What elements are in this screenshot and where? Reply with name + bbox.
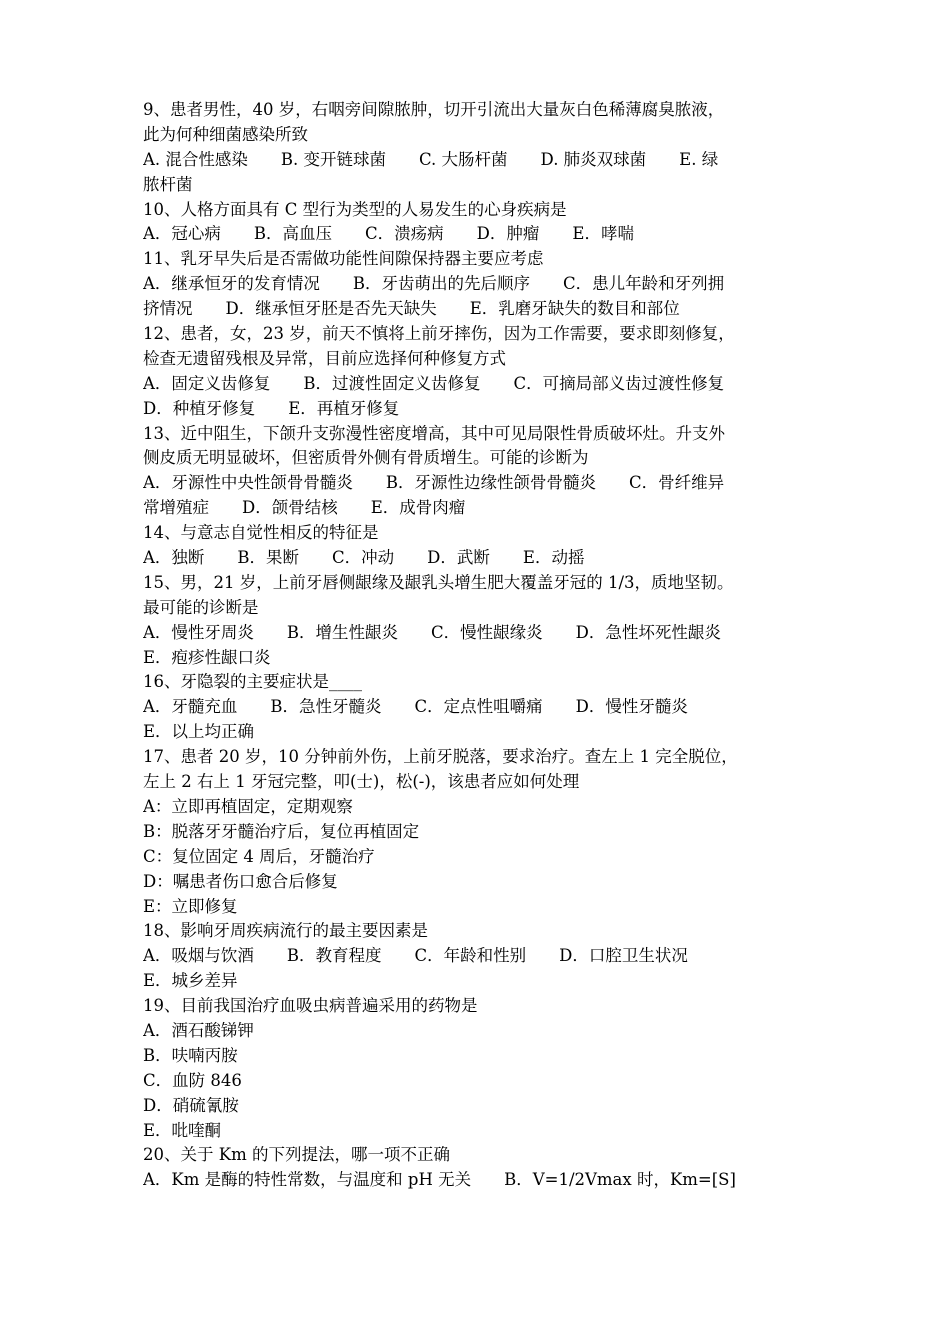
text-line: 13、近中阻生，下颌升支弥漫性密度增高，其中可见局限性骨质破坏灶。升支外 [143,423,725,443]
text-line: C．血防 846 [143,1070,242,1090]
text-line: 常增殖症 D．颌骨结核 E．成骨肉瘤 [143,498,466,518]
text-line: A．冠心病 B．高血压 C．溃疡病 D．肿瘤 E．哮喘 [143,224,634,244]
text-line: E．疱疹性龈口炎 [143,647,271,667]
text-line: A. 混合性感染 B. 变开链球菌 C. 大肠杆菌 D. 肺炎双球菌 E. 绿 [143,149,719,169]
text-line: A．Km 是酶的特性常数，与温度和 pH 无关 B．V=1/2Vmax 时，Km=[S] [143,1170,736,1190]
text-line: 19、目前我国治疗血吸虫病普遍采用的药物是 [143,996,478,1016]
text-line: 14、与意志自觉性相反的特征是 [143,523,379,543]
text-line: A．慢性牙周炎 B．增生性龈炎 C．慢性龈缘炎 D．急性坏死性龈炎 [143,622,721,642]
text-line: E．吡喹酮 [143,1120,222,1140]
text-line: 11、乳牙早失后是否需做功能性间隙保持器主要应考虑 [143,249,544,269]
exam-questions-text [143,98,813,1193]
text-line: B：脱落牙牙髓治疗后，复位再植固定 [143,821,420,841]
text-line: A．吸烟与饮酒 B．教育程度 C．年龄和性别 D．口腔卫生状况 [143,946,688,966]
text-line: 17、患者 20 岁，10 分钟前外伤，上前牙脱落，要求治疗。查左上 1 完全脱位， [143,747,738,767]
text-line: D：嘱患者伤口愈合后修复 [143,871,338,891]
text-line: 最可能的诊断是 [143,597,259,617]
text-line: 9、患者男性，40 岁，右咽旁间隙脓肿，切开引流出大量灰白色稀薄腐臭脓液， [143,100,725,119]
text-line: 16、牙隐裂的主要症状是____ [143,672,362,692]
text-line: B．呋喃丙胺 [143,1045,238,1065]
text-line: 12、患者，女，23 岁，前天不慎将上前牙摔伤，因为工作需要，要求即刻修复， [143,324,735,344]
text-line: E．城乡差异 [143,971,238,991]
text-line: D．硝硫氰胺 [143,1095,239,1115]
text-line: 挤情况 D．继承恒牙胚是否先天缺失 E．乳磨牙缺失的数目和部位 [143,299,680,319]
text-line: 20、关于 Km 的下列提法，哪一项不正确 [143,1145,450,1165]
text-line: 10、人格方面具有 C 型行为类型的人易发生的心身疾病是 [143,199,567,219]
text-line: 脓杆菌 [143,174,193,194]
text-line: 18、影响牙周疾病流行的最主要因素是 [143,921,428,941]
text-line: A．酒石酸锑钾 [143,1020,254,1040]
text-line: 左上 2 右上 1 牙冠完整，叩(士)，松(-)，该患者应如何处理 [143,772,580,792]
text-line: C：复位固定 4 周后，牙髓治疗 [143,846,375,866]
text-line: A．固定义齿修复 B．过渡性固定义齿修复 C．可摘局部义齿过渡性修复 [143,373,725,393]
text-line: 侧皮质无明显破坏，但密质骨外侧有骨质增生。可能的诊断为 [143,448,589,468]
text-line: E．以上均正确 [143,722,255,742]
text-line: E：立即修复 [143,896,238,916]
text-line: A．牙源性中央性颌骨骨髓炎 B．牙源性边缘性颌骨骨髓炎 C．骨纤维异 [143,473,725,493]
text-line: A：立即再植固定，定期观察 [143,796,353,816]
text-line: 此为何种细菌感染所致 [143,124,308,144]
text-line: A．牙髓充血 B．急性牙髓炎 C．定点性咀嚼痛 D．慢性牙髓炎 [143,697,688,717]
text-line: A．继承恒牙的发育情况 B．牙齿萌出的先后顺序 C．患儿年龄和牙列拥 [143,274,725,294]
text-line: 15、男，21 岁，上前牙唇侧龈缘及龈乳头增生肥大覆盖牙冠的 1/3，质地坚韧。 [143,572,734,592]
text-line: 检查无遗留残根及异常，目前应选择何种修复方式 [143,348,506,368]
text-line: A．独断 B．果断 C．冲动 D．武断 E．动摇 [143,548,585,568]
text-line: D．种植牙修复 E．再植牙修复 [143,398,400,418]
